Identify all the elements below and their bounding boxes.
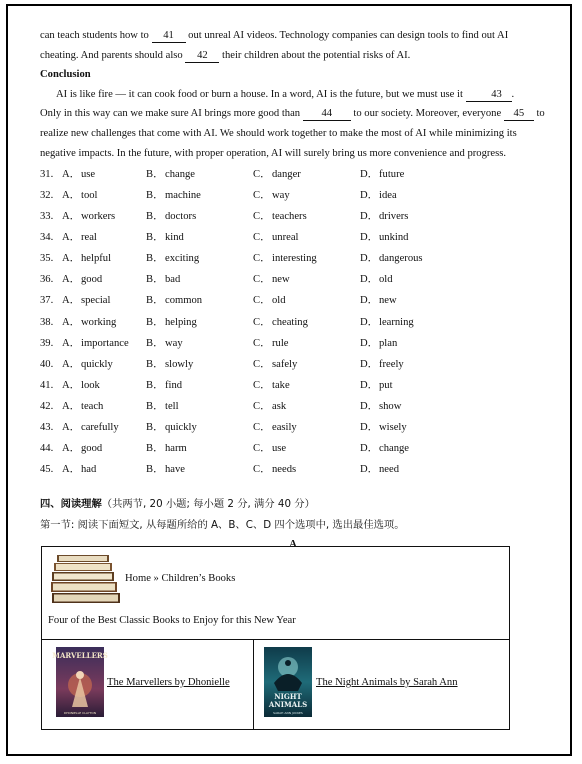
option-letter: D． bbox=[360, 211, 379, 223]
option-letter: A． bbox=[62, 422, 81, 434]
option-c bbox=[253, 228, 360, 248]
option-d bbox=[360, 186, 460, 206]
option-letter: C． bbox=[253, 358, 271, 370]
option-word: way bbox=[165, 337, 183, 349]
option-letter: D． bbox=[360, 443, 379, 455]
option-word: unreal bbox=[272, 232, 299, 244]
option-letter: A． bbox=[62, 316, 81, 328]
option-word: old bbox=[379, 274, 393, 286]
blank-41: 41 bbox=[152, 29, 186, 43]
exam-content bbox=[40, 26, 546, 552]
options-list bbox=[40, 164, 546, 480]
option-b bbox=[146, 291, 253, 311]
option-a bbox=[62, 397, 146, 417]
passage-line bbox=[40, 26, 546, 46]
option-letter: C． bbox=[253, 337, 271, 349]
option-letter: C． bbox=[253, 232, 271, 244]
question-number: 34. bbox=[40, 232, 54, 244]
passage-line bbox=[40, 46, 546, 66]
option-letter: C． bbox=[253, 253, 271, 265]
section-instruction: 第一节: 阅读下面短文, 从每题所给的 A、B、C、D 四个选项中, 选出最佳选项。 bbox=[40, 519, 405, 532]
option-row bbox=[40, 354, 546, 375]
option-c bbox=[253, 376, 360, 396]
option-word: special bbox=[81, 295, 111, 307]
option-word: harm bbox=[165, 443, 187, 455]
option-word: teachers bbox=[272, 211, 307, 223]
option-word: drivers bbox=[379, 211, 409, 223]
blank-44: 44 bbox=[303, 107, 351, 121]
option-d bbox=[360, 334, 460, 354]
option-letter: A． bbox=[62, 400, 81, 412]
article-heading: Four of the Best Classic Books to Enjoy for this New Year bbox=[48, 615, 296, 626]
option-c bbox=[253, 165, 360, 185]
option-letter: A． bbox=[62, 211, 81, 223]
option-c bbox=[253, 334, 360, 354]
passage-text: out unreal AI videos. Technology companies can design tools to find out AI bbox=[188, 30, 509, 41]
option-word: use bbox=[81, 168, 96, 180]
option-letter: D． bbox=[360, 422, 379, 434]
book-link-marvellers[interactable]: The Marvellers by Dhonielle bbox=[107, 677, 230, 688]
option-a bbox=[62, 334, 146, 354]
option-a bbox=[62, 270, 146, 290]
option-letter: D． bbox=[360, 464, 379, 476]
option-letter: A． bbox=[62, 274, 81, 286]
option-letter: C． bbox=[253, 464, 271, 476]
option-a bbox=[62, 313, 146, 333]
option-row bbox=[40, 185, 546, 206]
option-word: needs bbox=[272, 464, 297, 476]
option-a bbox=[62, 186, 146, 206]
option-letter: D． bbox=[360, 190, 379, 201]
cover-title: MARVELLERS bbox=[52, 651, 108, 660]
book-cover-night-animals bbox=[264, 647, 312, 717]
option-word: importance bbox=[81, 337, 129, 349]
option-word: rule bbox=[272, 337, 289, 349]
option-a bbox=[62, 228, 146, 248]
webpage-box bbox=[41, 546, 510, 730]
option-b bbox=[146, 186, 253, 206]
option-word: use bbox=[272, 443, 287, 455]
option-row bbox=[40, 206, 546, 227]
option-word: ask bbox=[272, 400, 287, 412]
option-word: take bbox=[272, 379, 290, 391]
blank-43: 43 bbox=[466, 88, 512, 102]
option-word: have bbox=[165, 464, 185, 476]
option-d bbox=[360, 228, 460, 248]
option-letter: B． bbox=[146, 400, 164, 412]
conclusion-heading: Conclusion bbox=[40, 69, 91, 81]
option-word: workers bbox=[81, 211, 116, 223]
option-c bbox=[253, 355, 360, 375]
option-d bbox=[360, 439, 460, 459]
option-d bbox=[360, 355, 460, 375]
passage-text: . bbox=[511, 88, 515, 100]
option-b bbox=[146, 397, 253, 417]
passage-text: can teach students how to bbox=[40, 30, 149, 41]
option-word: common bbox=[165, 295, 203, 307]
option-letter: A． bbox=[62, 464, 81, 476]
option-letter: D． bbox=[360, 316, 379, 328]
option-c bbox=[253, 439, 360, 459]
breadcrumb[interactable]: Home » Children’s Books bbox=[125, 573, 236, 584]
option-letter: C． bbox=[253, 400, 271, 412]
option-row bbox=[40, 291, 546, 312]
option-letter: A． bbox=[62, 358, 81, 370]
option-word: new bbox=[379, 295, 397, 307]
option-word: danger bbox=[272, 168, 301, 180]
option-word: dangerous bbox=[379, 253, 423, 265]
book-card-night-animals bbox=[254, 639, 509, 729]
option-d bbox=[360, 249, 460, 269]
passage-text: cheating. And parents should also bbox=[40, 49, 183, 61]
option-letter: A． bbox=[62, 379, 81, 391]
option-b bbox=[146, 228, 253, 248]
option-a bbox=[62, 376, 146, 396]
option-word: slowly bbox=[165, 358, 194, 370]
option-d bbox=[360, 418, 460, 438]
option-word: change bbox=[379, 443, 409, 455]
option-word: easily bbox=[272, 422, 297, 434]
option-letter: D． bbox=[360, 358, 379, 370]
option-row bbox=[40, 459, 546, 480]
option-c bbox=[253, 249, 360, 269]
option-letter: B． bbox=[146, 464, 164, 476]
option-c bbox=[253, 418, 360, 438]
option-word: show bbox=[379, 400, 402, 412]
option-word: way bbox=[272, 190, 290, 201]
option-b bbox=[146, 418, 253, 438]
option-letter: C． bbox=[253, 190, 271, 201]
question-number: 32. bbox=[40, 190, 54, 201]
option-letter: A． bbox=[62, 295, 81, 307]
option-d bbox=[360, 165, 460, 185]
option-row bbox=[40, 312, 546, 333]
books-stack-icon bbox=[51, 554, 121, 604]
option-word: change bbox=[165, 168, 195, 180]
option-letter: B． bbox=[146, 168, 164, 180]
option-word: had bbox=[81, 464, 97, 476]
section-title bbox=[40, 495, 546, 515]
option-word: helpful bbox=[81, 253, 112, 265]
conclusion-paragraph bbox=[40, 85, 546, 105]
option-a bbox=[62, 460, 146, 480]
option-letter: B． bbox=[146, 358, 164, 370]
option-letter: A． bbox=[62, 443, 81, 455]
blank-45: 45 bbox=[504, 107, 534, 121]
option-c bbox=[253, 270, 360, 290]
option-word: interesting bbox=[272, 253, 317, 265]
option-b bbox=[146, 355, 253, 375]
option-row bbox=[40, 375, 546, 396]
option-b bbox=[146, 376, 253, 396]
question-number: 43. bbox=[40, 422, 54, 434]
option-b bbox=[146, 334, 253, 354]
option-d bbox=[360, 376, 460, 396]
option-letter: A． bbox=[62, 168, 81, 180]
option-letter: B． bbox=[146, 295, 164, 307]
option-word: kind bbox=[165, 232, 184, 244]
option-word: helping bbox=[165, 316, 197, 328]
option-word: machine bbox=[165, 190, 201, 201]
option-letter: C． bbox=[253, 211, 271, 223]
option-letter: D． bbox=[360, 337, 379, 349]
option-word: old bbox=[272, 295, 286, 307]
question-number: 36. bbox=[40, 274, 54, 286]
question-number: 44. bbox=[40, 443, 54, 455]
option-word: quickly bbox=[165, 422, 197, 434]
option-word: need bbox=[379, 464, 399, 476]
question-number: 31. bbox=[40, 168, 54, 180]
option-letter: D． bbox=[360, 274, 379, 286]
option-letter: A． bbox=[62, 232, 81, 244]
option-d bbox=[360, 270, 460, 290]
section-title-bold: 四、阅读理解 bbox=[40, 497, 102, 510]
question-number: 39. bbox=[40, 337, 54, 349]
option-row bbox=[40, 438, 546, 459]
conclusion-paragraph-cont bbox=[40, 104, 546, 163]
option-word: teach bbox=[81, 400, 104, 412]
option-letter: B． bbox=[146, 379, 164, 391]
question-number: 41. bbox=[40, 379, 54, 391]
question-number: 40. bbox=[40, 358, 54, 370]
option-d bbox=[360, 313, 460, 333]
option-a bbox=[62, 355, 146, 375]
passage-text: Only in this way can we make sure AI brings more good than bbox=[40, 108, 301, 120]
option-b bbox=[146, 165, 253, 185]
cover-author: DHONIELLE CLAYTON bbox=[63, 711, 97, 715]
option-word: bad bbox=[165, 274, 181, 286]
option-letter: A． bbox=[62, 337, 81, 349]
option-b bbox=[146, 207, 253, 227]
question-number: 33. bbox=[40, 211, 54, 223]
option-letter: B． bbox=[146, 443, 164, 455]
option-letter: C． bbox=[253, 443, 271, 455]
part-label: A bbox=[289, 538, 297, 550]
option-b bbox=[146, 460, 253, 480]
option-a bbox=[62, 249, 146, 269]
section-title-rest: （共两节, 20 小题; 每小题 2 分, 满分 40 分） bbox=[101, 497, 315, 510]
option-d bbox=[360, 397, 460, 417]
option-c bbox=[253, 207, 360, 227]
option-letter: B． bbox=[146, 211, 164, 223]
question-number: 37. bbox=[40, 295, 54, 307]
option-word: carefully bbox=[81, 422, 119, 434]
book-link-night-animals[interactable]: The Night Animals by Sarah Ann bbox=[316, 677, 458, 688]
option-a bbox=[62, 439, 146, 459]
cover-title: NIGHT bbox=[274, 692, 302, 701]
option-b bbox=[146, 313, 253, 333]
option-word: wisely bbox=[379, 422, 407, 434]
option-word: tool bbox=[81, 190, 98, 201]
option-row bbox=[40, 249, 546, 270]
option-letter: B． bbox=[146, 232, 164, 244]
option-word: working bbox=[81, 316, 117, 328]
option-b bbox=[146, 439, 253, 459]
option-letter: A． bbox=[62, 190, 81, 201]
option-letter: C． bbox=[253, 274, 271, 286]
option-letter: B． bbox=[146, 316, 164, 328]
option-letter: D． bbox=[360, 400, 379, 412]
webpage-header bbox=[42, 547, 509, 640]
option-letter: C． bbox=[253, 379, 271, 391]
option-word: look bbox=[81, 379, 100, 391]
option-word: put bbox=[379, 379, 393, 391]
question-number: 38. bbox=[40, 316, 54, 328]
option-a bbox=[62, 165, 146, 185]
option-word: plan bbox=[379, 337, 398, 349]
option-row bbox=[40, 333, 546, 354]
option-word: find bbox=[165, 379, 183, 391]
option-letter: B． bbox=[146, 422, 164, 434]
option-row bbox=[40, 270, 546, 291]
option-letter: C． bbox=[253, 295, 271, 307]
option-a bbox=[62, 418, 146, 438]
option-d bbox=[360, 207, 460, 227]
option-c bbox=[253, 460, 360, 480]
option-word: good bbox=[81, 274, 103, 286]
option-letter: D． bbox=[360, 253, 379, 265]
option-row bbox=[40, 417, 546, 438]
option-letter: B． bbox=[146, 274, 164, 286]
option-c bbox=[253, 313, 360, 333]
option-word: new bbox=[272, 274, 290, 286]
option-c bbox=[253, 186, 360, 206]
option-letter: A． bbox=[62, 253, 81, 265]
question-number: 45. bbox=[40, 464, 54, 476]
option-letter: C． bbox=[253, 316, 271, 328]
option-letter: D． bbox=[360, 295, 379, 307]
option-word: exciting bbox=[165, 253, 200, 265]
book-cover-marvellers bbox=[52, 647, 108, 717]
option-letter: B． bbox=[146, 190, 164, 201]
option-word: quickly bbox=[81, 358, 113, 370]
option-d bbox=[360, 460, 460, 480]
passage-text: to realize new challenges that come with AI. We should work together to make the most of AI while minimizing its negative impacts. In the future, with proper operation, AI will surely bring us more convenience and progress. bbox=[40, 108, 545, 159]
option-word: tell bbox=[165, 400, 179, 412]
option-row bbox=[40, 227, 546, 248]
blank-42: 42 bbox=[185, 49, 219, 63]
passage-text: their children about the potential risks of AI. bbox=[222, 49, 411, 61]
option-row bbox=[40, 164, 546, 185]
option-word: future bbox=[379, 168, 405, 180]
option-letter: C． bbox=[253, 422, 271, 434]
option-c bbox=[253, 291, 360, 311]
passage-text: AI is like fire — it can cook food or burn a house. In a word, AI is the future, but we must use it bbox=[56, 88, 463, 100]
option-d bbox=[360, 291, 460, 311]
option-letter: B． bbox=[146, 253, 164, 265]
option-b bbox=[146, 249, 253, 269]
option-row bbox=[40, 396, 546, 417]
option-word: real bbox=[81, 232, 97, 244]
option-word: doctors bbox=[165, 211, 197, 223]
question-number: 42. bbox=[40, 400, 54, 412]
option-letter: D． bbox=[360, 168, 379, 180]
option-letter: B． bbox=[146, 337, 164, 349]
question-number: 35. bbox=[40, 253, 54, 265]
option-word: learning bbox=[379, 316, 414, 328]
option-word: freely bbox=[379, 358, 404, 370]
option-word: cheating bbox=[272, 316, 308, 328]
option-a bbox=[62, 207, 146, 227]
book-card-marvellers bbox=[42, 639, 254, 729]
option-word: unkind bbox=[379, 232, 409, 244]
passage-text: to our society. Moreover, everyone bbox=[353, 108, 502, 120]
option-word: idea bbox=[379, 190, 397, 201]
option-letter: D． bbox=[360, 379, 379, 391]
option-letter: D． bbox=[360, 232, 379, 244]
option-word: good bbox=[81, 443, 103, 455]
option-word: safely bbox=[272, 358, 298, 370]
option-a bbox=[62, 291, 146, 311]
cover-title: ANIMALS bbox=[268, 700, 308, 709]
option-letter: C． bbox=[253, 168, 271, 180]
option-c bbox=[253, 397, 360, 417]
cover-author: SARAH ANN JUCKES bbox=[273, 711, 303, 715]
option-b bbox=[146, 270, 253, 290]
